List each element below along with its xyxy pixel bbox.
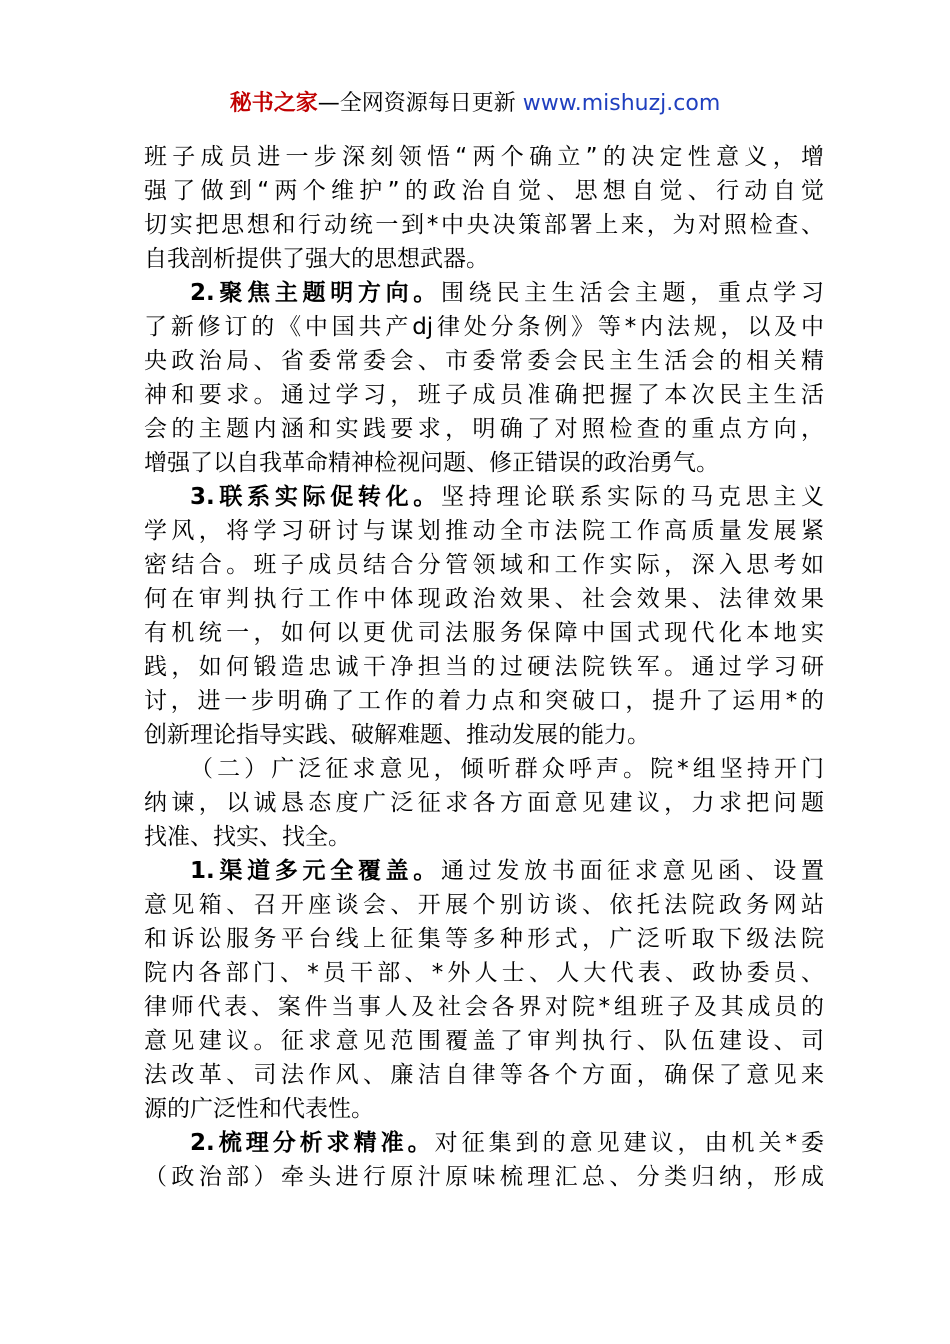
text-line: 意见建议。征求意见范围覆盖了审判执行、队伍建设、司 [144, 1028, 824, 1054]
text-line: 院内各部门、*员干部、*外人士、人大代表、政协委员、 [144, 960, 824, 986]
text-line: 践，如何锻造忠诚干净担当的过硬法院铁军。通过学习研 [144, 654, 824, 680]
text-line: 意见箱、召开座谈会、开展个别访谈、依托法院政务网站 [144, 892, 824, 918]
text-line: 自我剖析提供了强大的思想武器。 [144, 246, 489, 272]
subheading-line: 2.聚焦主题明方向。围绕民主生活会主题，重点学习 [190, 280, 824, 306]
document-body [144, 140, 824, 1194]
subheading: 2.聚焦主题明方向。 [190, 280, 441, 306]
subheading-line: 2.梳理分析求精准。对征集到的意见建议，由机关*委 [190, 1130, 825, 1156]
subheading: 1.渠道多元全覆盖。 [190, 858, 441, 884]
text-line: 神和要求。通过学习，班子成员准确把握了本次民主生活 [144, 382, 824, 408]
text-line: 切实把思想和行动统一到*中央决策部署上来，为对照检查、 [144, 212, 824, 238]
text-line: 强了做到“两个维护”的政治自觉、思想自觉、行动自觉 [144, 178, 824, 204]
text-line: 创新理论指导实践、破解难题、推动发展的能力。 [144, 722, 650, 748]
site-url-link[interactable]: www.mishuzj.com [522, 91, 721, 116]
text-line: 源的广泛性和代表性。 [144, 1096, 374, 1122]
text-line: 央政治局、省委常委会、市委常委会民主生活会的相关精 [144, 348, 824, 374]
text-line: 密结合。班子成员结合分管领域和工作实际，深入思考如 [144, 552, 824, 578]
site-header [0, 88, 950, 120]
text-line: 找准、找实、找全。 [144, 824, 351, 850]
subheading-line: 3.联系实际促转化。坚持理论联系实际的马克思主义 [190, 484, 824, 510]
text-line: 和诉讼服务平台线上征集等多种形式，广泛听取下级法院 [144, 926, 824, 952]
subheading: 3.联系实际促转化。 [190, 484, 441, 510]
text-line: 律师代表、案件当事人及社会各界对院*组班子及其成员的 [144, 994, 824, 1020]
text-line: 了新修订的《中国共产dj律处分条例》等*内法规，以及中 [144, 314, 824, 340]
text-line: 班子成员进一步深刻领悟“两个确立”的决定性意义，增 [144, 144, 824, 170]
header-tagline: —全网资源每日更新 [317, 91, 523, 116]
subheading-line: 1.渠道多元全覆盖。通过发放书面征求意见函、设置 [190, 858, 824, 884]
text-line: 纳谏，以诚恳态度广泛征求各方面意见建议，力求把问题 [144, 790, 824, 816]
text-line: 增强了以自我革命精神检视问题、修正错误的政治勇气。 [144, 450, 719, 476]
text-line: 学风，将学习研讨与谋划推动全市法院工作高质量发展紧 [144, 518, 824, 544]
text-line: 有机统一，如何以更优司法服务保障中国式现代化本地实 [144, 620, 824, 646]
subheading: 2.梳理分析求精准。 [190, 1130, 435, 1156]
brand-name: 秘书之家 [229, 91, 318, 116]
text-line: 法改革、司法作风、廉洁自律等各个方面，确保了意见来 [144, 1062, 824, 1088]
section-heading-line: （二）广泛征求意见，倾听群众呼声。院*组坚持开门 [190, 756, 824, 782]
text-line: 会的主题内涵和实践要求，明确了对照检查的重点方向， [144, 416, 824, 442]
text-line: 何在审判执行工作中体现政治效果、社会效果、法律效果 [144, 586, 824, 612]
text-line: 讨，进一步明确了工作的着力点和突破口，提升了运用*的 [144, 688, 824, 714]
text-line: （政治部）牵头进行原汁原味梳理汇总、分类归纳，形成 [144, 1164, 824, 1190]
